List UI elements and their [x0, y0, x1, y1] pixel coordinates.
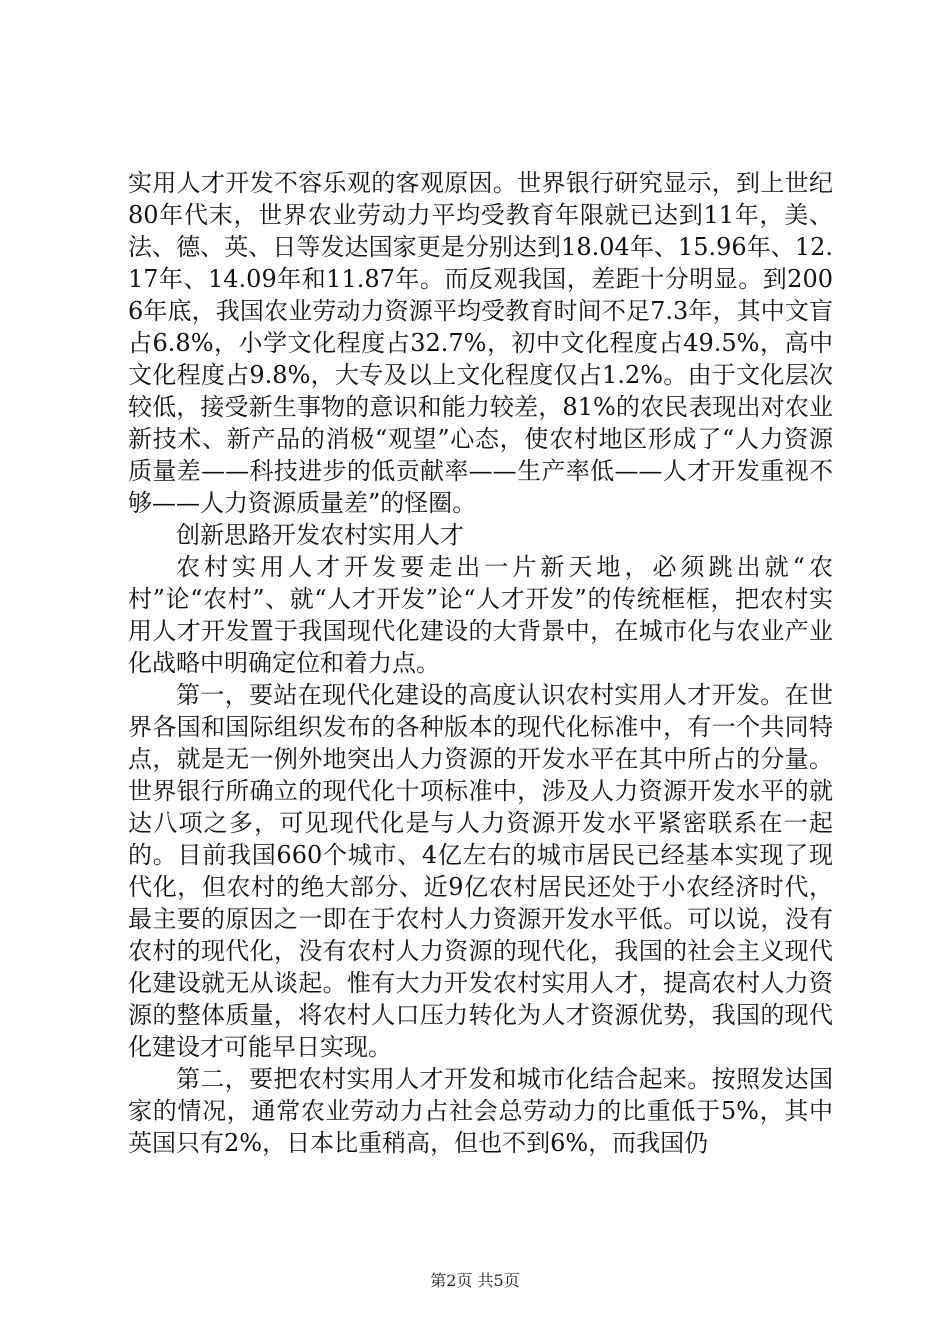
- page-footer: 第2页 共5页: [430, 1271, 520, 1290]
- section-heading: 创新思路开发农村实用人才: [176, 521, 464, 549]
- paragraph-1: 实用人才开发不容乐观的客观原因。世界银行研究显示，到上世纪80年代末，世界农业劳动力平均受教育年限就已达到11年，美、法、德、英、日等发达国家更是分别达到18.04年、15.96年、12.17年、14.09年和11.87年。而反观我国，差距十分明显。到2006年底，我国农业劳动力资源平均受教育时间不足7.3年，其中文盲占6.8%，小学文化程度占32.7%，初中文化程度占49.5%，高中文化程度占9.8%，大专及以上文化程度仅占1.2%。由于文化层次较低，接受新生事物的意识和能力较差，81%的农民表现出对农业新技术、新产品的消极“观望”心态，使农村地区形成了“人力资源质量差——科技进步的低贡献率——生产率低——人才开发重视不够——人力资源质量差”的怪圈。: [128, 169, 833, 517]
- paragraph-2: 农村实用人才开发要走出一片新天地，必须跳出就“农村”论“农村”、就“人才开发”论“人才开发”的传统框框，把农村实用人才开发置于我国现代化建设的大背景中，在城市化与农业产业化战略中明确定位和着力点。: [128, 553, 833, 677]
- document-body: [128, 167, 833, 1159]
- paragraph-4: 第二，要把农村实用人才开发和城市化结合起来。按照发达国家的情况，通常农业劳动力占社会总劳动力的比重低于5%，其中英国只有2%，日本比重稍高，但也不到6%，而我国仍: [128, 1065, 833, 1157]
- paragraph-3: 第一，要站在现代化建设的高度认识农村实用人才开发。在世界各国和国际组织发布的各种版本的现代化标准中，有一个共同特点，就是无一例外地突出人力资源的开发水平在其中所占的分量。世界银行所确立的现代化十项标准中，涉及人力资源开发水平的就达八项之多，可见现代化是与人力资源开发水平紧密联系在一起的。目前我国660个城市、4亿左右的城市居民已经基本实现了现代化，但农村的绝大部分、近9亿农村居民还处于小农经济时代，最主要的原因之一即在于农村人力资源开发水平低。可以说，没有农村的现代化，没有农村人力资源的现代化，我国的社会主义现代化建设就无从谈起。惟有大力开发农村实用人才，提高农村人力资源的整体质量，将农村人口压力转化为人才资源优势，我国的现代化建设才可能早日实现。: [128, 681, 833, 1061]
